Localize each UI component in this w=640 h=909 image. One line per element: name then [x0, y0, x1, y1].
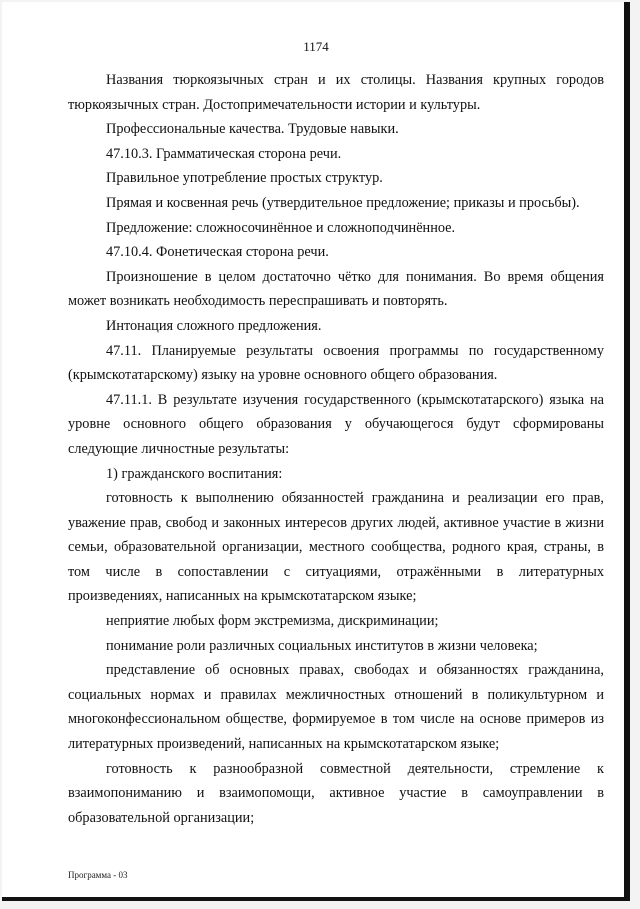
section-heading: 47.10.3. Грамматическая сторона речи. — [106, 145, 342, 162]
document-body — [2, 68, 630, 830]
list-heading: 1) гражданского воспитания: — [106, 465, 283, 482]
list-item: готовность к выполнению обязанностей гражданина и реализации его прав, уважение прав, свобод и законных интересов других людей, активное участие в жизни семьи, образовательной организации, местного сообщества, родного края, страны, в том числе в сопоставлении с ситуациями, отражёнными в литературных произведениях, написанных на крымскотатарском языке; — [68, 490, 604, 605]
paragraph: Произношение в целом достаточно чётко для понимания. Во время общения может возникать необходимость переспрашивать и повторять. — [68, 268, 604, 310]
list-item: понимание роли различных социальных институтов в жизни человека; — [106, 637, 538, 654]
list-item: представление об основных правах, свободах и обязанностях гражданина, социальных нормах и правилах межличностных отношений в поликультурном и многоконфессиональном обществе, формируемое в том числе на основе примеров из литературных произведений, написанных на крымскотатарском языке; — [68, 662, 604, 753]
document-page — [2, 2, 630, 901]
list-item: готовность к разнообразной совместной деятельности, стремление к взаимопониманию и взаимопомощи, активное участие в самоуправлении в образовательной организации; — [68, 760, 604, 826]
paragraph: Правильное употребление простых структур. — [106, 170, 383, 187]
paragraph: 47.11.1. В результате изучения государственного (крымскотатарского) языка на уровне основного общего образования у обучающегося будут сформированы следующие личностные результаты: — [68, 391, 604, 457]
paragraph: Профессиональные качества. Трудовые навыки. — [106, 121, 399, 138]
page-number: 1174 — [303, 39, 329, 54]
paragraph: Прямая и косвенная речь (утвердительное предложение; приказы и просьбы). — [106, 194, 580, 211]
list-item: неприятие любых форм экстремизма, дискриминации; — [106, 613, 439, 630]
section-heading: 47.10.4. Фонетическая сторона речи. — [106, 244, 329, 261]
footer-label: Программа - 03 — [68, 870, 128, 880]
paragraph: Интонация сложного предложения. — [106, 317, 322, 334]
paragraph: Названия тюркоязычных стран и их столицы. Названия крупных городов тюркоязычных стран. Достопримечательности истории и культуры. — [68, 72, 604, 113]
section-heading: 47.11. Планируемые результаты освоения программы по государственному (крымскотатарскому) языку на уровне основного общего образования. — [68, 342, 604, 384]
paragraph: Предложение: сложносочинённое и сложноподчинённое. — [106, 219, 456, 236]
